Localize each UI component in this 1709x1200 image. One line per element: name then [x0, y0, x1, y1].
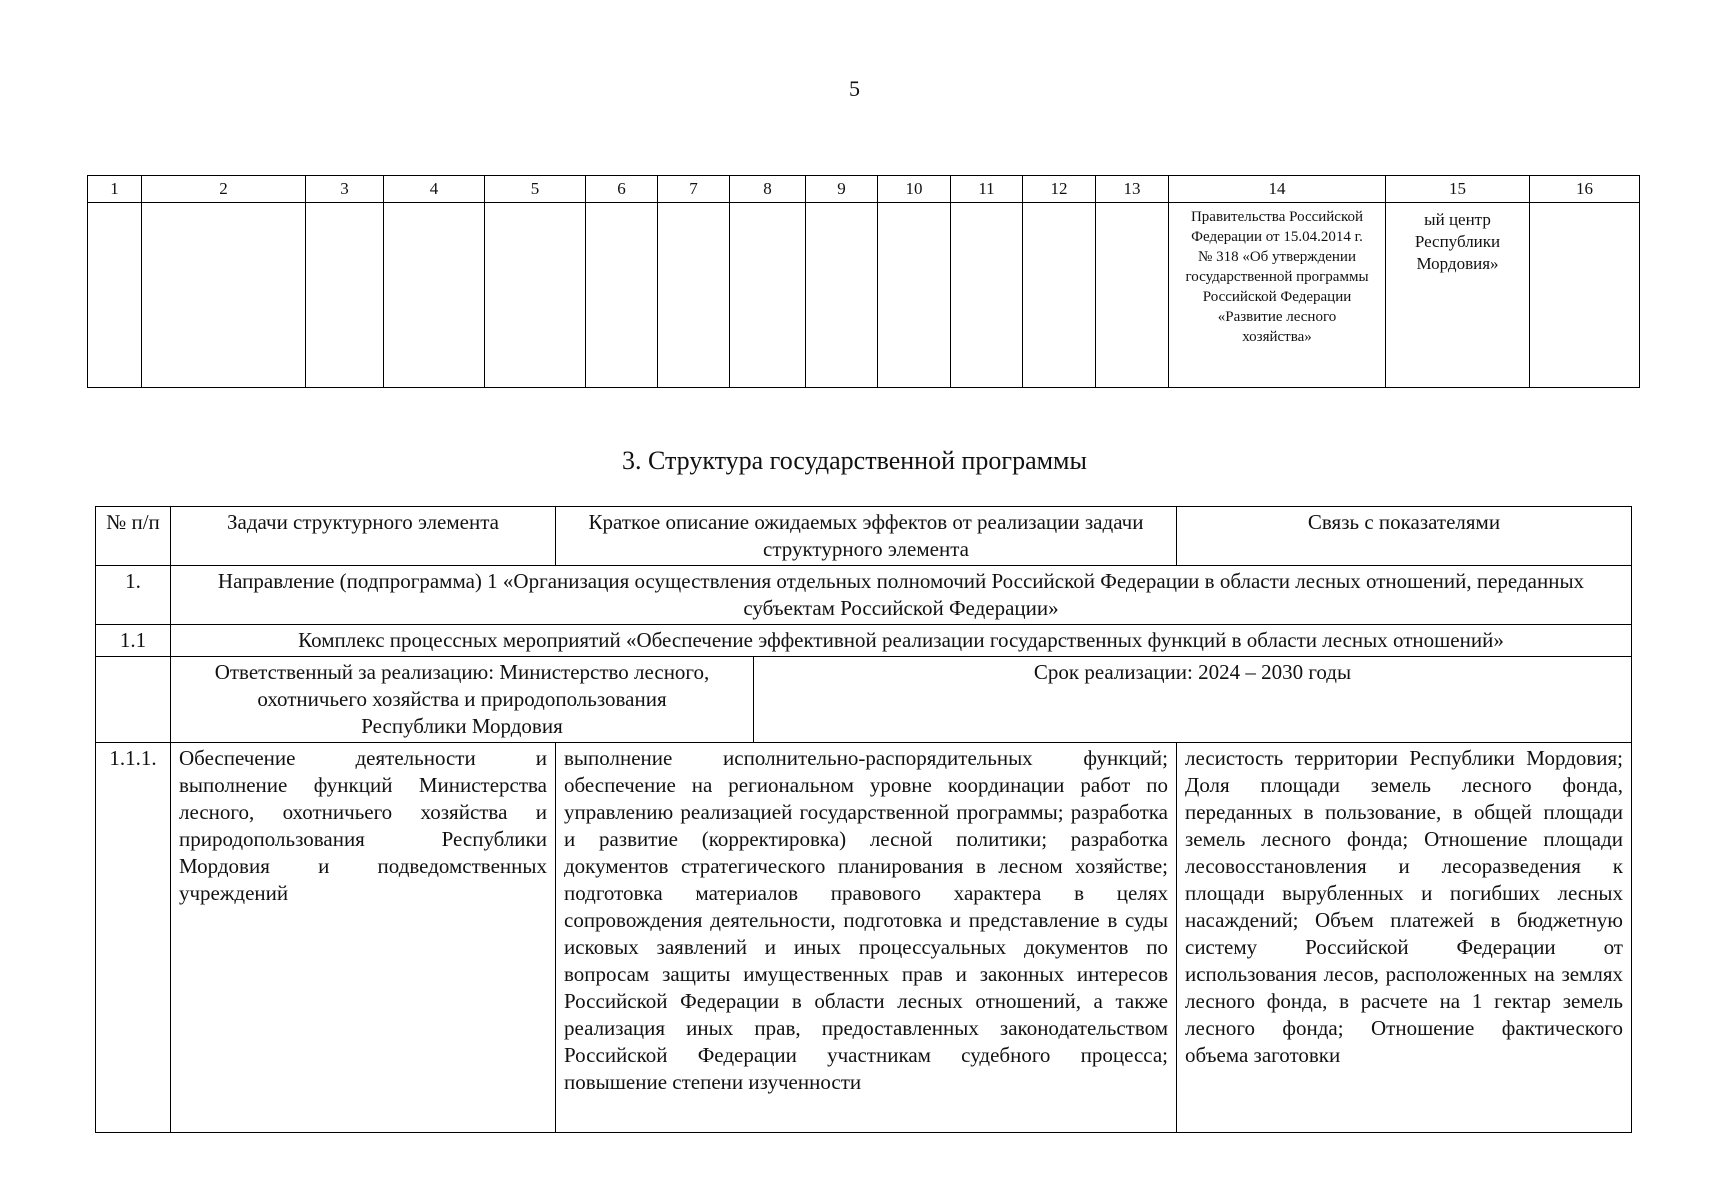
responsible-text: Ответственный за реализацию: Министерство лесного, охотничьего хозяйства и природопользования Республики Мордовия	[171, 657, 754, 743]
header-indicators: Связь с показателями	[1177, 507, 1632, 566]
column-number-row	[88, 176, 1640, 203]
header-num: № п/п	[96, 507, 171, 566]
table-cell	[878, 203, 951, 388]
column-number: 4	[384, 176, 485, 203]
direction-text: Направление (подпрограмма) 1 «Организация осуществления отдельных полномочий Российской Федерации в области лесных отношений, переданных субъектам Российской Федерации»	[171, 566, 1632, 625]
structure-table	[95, 506, 1632, 1133]
table-cell	[1096, 203, 1169, 388]
complex-text: Комплекс процессных мероприятий «Обеспечение эффективной реализации государственных функций в области лесных отношений»	[171, 625, 1632, 657]
page-number: 5	[849, 76, 860, 101]
table-cell	[88, 203, 142, 388]
term-text: Срок реализации: 2024 – 2030 годы	[754, 657, 1632, 743]
table-cell	[1023, 203, 1096, 388]
column-number: 14	[1169, 176, 1386, 203]
column-number: 16	[1530, 176, 1640, 203]
column-number: 10	[878, 176, 951, 203]
direction-row	[96, 566, 1632, 625]
column-number: 5	[485, 176, 586, 203]
header-tasks: Задачи структурного элемента	[171, 507, 556, 566]
column-number: 15	[1386, 176, 1530, 203]
task-num: 1.1.1.	[96, 743, 171, 1133]
task-text: Обеспечение деятельности и выполнение функций Министерства лесного, охотничьего хозяйства и природопользования Республики Мордовия и подведомственных учреждений	[171, 743, 556, 1133]
column-number: 11	[951, 176, 1023, 203]
column-number: 13	[1096, 176, 1169, 203]
responsible-row	[96, 657, 1632, 743]
table-cell	[142, 203, 306, 388]
table-cell	[658, 203, 730, 388]
column-number: 12	[1023, 176, 1096, 203]
complex-num: 1.1	[96, 625, 171, 657]
column-number: 7	[658, 176, 730, 203]
column-number: 6	[586, 176, 658, 203]
table-cell	[306, 203, 384, 388]
table-cell	[806, 203, 878, 388]
indicators-text: лесистость территории Республики Мордовия; Доля площади земель лесного фонда, переданных в пользование, в общей площади земель лесного фонда; Отношение площади лесовосстановления и лесоразведения к площади вырубленных и погибших лесных насаждений; Объем платежей в бюджетную систему Российской Федерации от использования лесов, расположенных на землях лесного фонда, в расчете на 1 гектар земель лесного фонда; Отношение фактического объема заготовки	[1177, 743, 1632, 1133]
column-number: 3	[306, 176, 384, 203]
column-number: 2	[142, 176, 306, 203]
task-row	[96, 743, 1632, 1133]
continuation-row	[88, 203, 1640, 388]
table-cell	[96, 657, 171, 743]
table-cell	[951, 203, 1023, 388]
header-row	[96, 507, 1632, 566]
column-number: 1	[88, 176, 142, 203]
column-number: 9	[806, 176, 878, 203]
table-cell	[384, 203, 485, 388]
col15-text: ый центр Республики Мордовия»	[1386, 203, 1530, 388]
section-title: 3. Структура государственной программы	[622, 446, 1087, 475]
col14-text: Правительства Российской Федерации от 15.04.2014 г. № 318 «Об утверждении государственной программы Российской Федерации «Развитие лесного хозяйства»	[1169, 203, 1386, 388]
header-effects: Краткое описание ожидаемых эффектов от реализации задачи структурного элемента	[556, 507, 1177, 566]
direction-num: 1.	[96, 566, 171, 625]
table-cell	[485, 203, 586, 388]
table-cell	[730, 203, 806, 388]
column-number: 8	[730, 176, 806, 203]
table-cell	[586, 203, 658, 388]
complex-row	[96, 625, 1632, 657]
effects-text: выполнение исполнительно-распорядительных функций; обеспечение на региональном уровне координации работ по управлению реализацией государственной программы; разработка и развитие (корректировка) лесной политики; разработка документов стратегического планирования в лесном хозяйстве; подготовка материалов правового характера в целях сопровождения деятельности, подготовка и представление в суды исковых заявлений и иных процессуальных документов по вопросам защиты имущественных прав и законных интересов Российской Федерации в области лесных отношений, а также реализация иных прав, предоставленных законодательством Российской Федерации участникам судебного процесса; повышение степени изученности	[556, 743, 1177, 1133]
table-cell	[1530, 203, 1640, 388]
continuation-table	[87, 175, 1640, 388]
